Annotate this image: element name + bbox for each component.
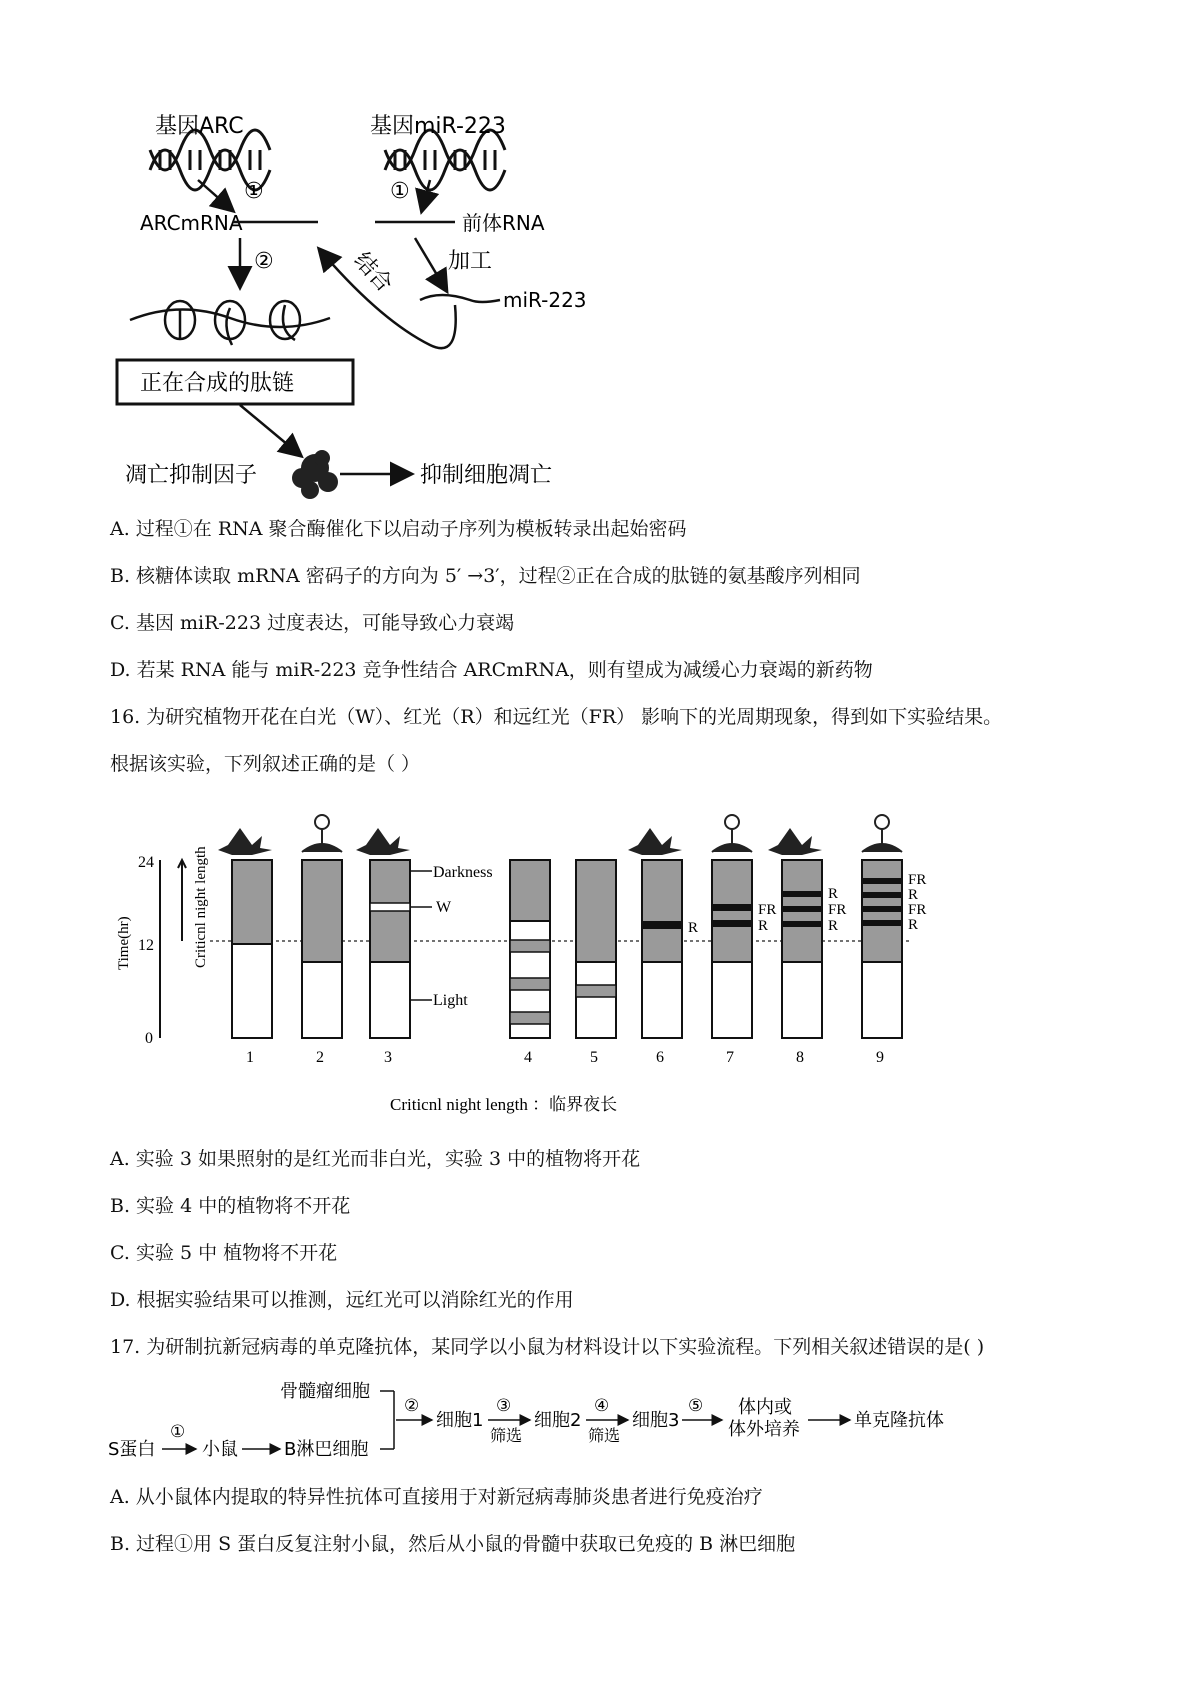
q15-option-a: A. 过程①在 RNA 聚合酶催化下以启动子序列为模板转录出起始密码	[110, 518, 687, 540]
inhibitor-label: 凋亡抑制因子	[125, 463, 258, 488]
column-8	[782, 860, 822, 1038]
q15-option-b: B. 核糖体读取 mRNA 密码子的方向为 5′ →3′，过程②正在合成的肽链的氨基酸序列相同	[110, 565, 861, 587]
b-cell-label: B淋巴细胞	[284, 1439, 369, 1460]
y-axis-label: Time(hr)	[116, 916, 132, 970]
q16-option-c: C. 实验 5 中 植物将不开花	[110, 1242, 338, 1264]
plant-vegetative-icon	[768, 828, 822, 855]
y-tick-12: 12	[138, 937, 154, 954]
protein-blob-icon	[292, 450, 338, 499]
column-number: 5	[590, 1049, 598, 1066]
col9-label-r2: R	[908, 917, 919, 933]
column-number: 7	[726, 1049, 734, 1066]
column-number: 1	[246, 1049, 254, 1066]
column-7	[712, 860, 752, 1038]
q15-option-c: C. 基因 miR-223 过度表达，可能导致心力衰竭	[110, 612, 515, 634]
screen2-label: 筛选	[588, 1426, 621, 1445]
column-5	[576, 860, 616, 1038]
gene-regulation-diagram	[0, 0, 1200, 500]
myeloma-label: 骨髓瘤细胞	[280, 1381, 370, 1402]
column-1	[232, 860, 272, 1038]
q16-option-a: A. 实验 3 如果照射的是红光而非白光，实验 3 中的植物将开花	[110, 1148, 641, 1170]
gene-arc-label: 基因ARC	[155, 114, 244, 139]
circle4-label: ④	[594, 1396, 610, 1416]
plant-vegetative-icon	[218, 828, 272, 855]
y-tick-24: 24	[138, 854, 154, 871]
photoperiod-figure	[0, 800, 1200, 1120]
circle2-label: ②	[404, 1396, 420, 1416]
q16-option-b: B. 实验 4 中的植物将不开花	[110, 1195, 351, 1217]
circle5-label: ⑤	[688, 1396, 704, 1416]
plant-flowering-icon	[712, 815, 752, 852]
q16-option-d: D. 根据实验结果可以推测，远红光可以消除红光的作用	[110, 1289, 574, 1311]
col7-label-r: R	[758, 918, 769, 934]
cell2-label: 细胞2	[534, 1410, 582, 1431]
q17-option-b: B. 过程①用 S 蛋白反复注射小鼠，然后从小鼠的骨髓中获取已免疫的 B 淋巴细胞	[110, 1533, 796, 1555]
cell3-label: 细胞3	[632, 1410, 680, 1431]
circle1-label: ①	[170, 1422, 186, 1442]
q15-option-d: D. 若某 RNA 能与 miR-223 竞争性结合 ARCmRNA，则有望成为减缓心力衰竭的新药物	[110, 659, 873, 681]
column-number: 4	[524, 1049, 532, 1066]
culture-label-2: 体外培养	[728, 1419, 800, 1440]
column-3	[370, 860, 410, 1038]
arc-mrna-label: ARCmRNA	[140, 211, 243, 235]
q16-stem-line1: 16. 为研究植物开花在白光（W）、红光（R）和远红光（FR） 影响下的光周期现象，得到如下实验结果。	[110, 706, 1003, 728]
culture-label-1: 体内或	[738, 1397, 792, 1418]
s-protein-label: S蛋白	[108, 1439, 156, 1460]
precursor-rna-label: 前体RNA	[462, 211, 545, 235]
gene-mir-label: 基因miR-223	[370, 114, 506, 139]
q17-option-a: A. 从小鼠体内提取的特异性抗体可直接用于对新冠病毒肺炎患者进行免疫治疗	[110, 1486, 763, 1508]
column-number: 8	[796, 1049, 804, 1066]
col6-label-r: R	[688, 920, 699, 936]
mir-223-label: miR-223	[503, 288, 587, 312]
step1b-label: ①	[390, 179, 410, 204]
plant-vegetative-icon	[628, 828, 682, 855]
screen1-label: 筛选	[490, 1426, 523, 1445]
plant-flowering-icon	[302, 815, 342, 852]
plant-flowering-icon	[862, 815, 902, 852]
col8-label-r1: R	[828, 886, 839, 902]
process-label: 加工	[448, 249, 493, 274]
q17-stem: 17. 为研制抗新冠病毒的单克隆抗体，某同学以小鼠为材料设计以下实验流程。下列相关叙述错误的是( )	[110, 1336, 985, 1358]
peptide-box-label: 正在合成的肽链	[140, 371, 295, 396]
col9-label-fr2: FR	[908, 902, 927, 918]
critical-length-label: Criticnl night length	[193, 846, 209, 968]
circle3-label: ③	[496, 1396, 512, 1416]
col9-label-fr1: FR	[908, 872, 927, 888]
q16-stem-line2: 根据该实验，下列叙述正确的是（ ）	[110, 753, 421, 775]
w-label: W	[436, 899, 452, 916]
col8-label-fr: FR	[828, 902, 847, 918]
column-number: 6	[656, 1049, 664, 1066]
column-4	[510, 860, 550, 1038]
step1a-label: ①	[244, 179, 264, 204]
mouse-label: 小鼠	[202, 1439, 238, 1460]
light-label: Light	[433, 992, 468, 1009]
y-tick-0: 0	[145, 1030, 153, 1047]
antibody-label: 单克隆抗体	[854, 1410, 944, 1431]
column-9	[862, 860, 902, 1038]
step2-label: ②	[254, 249, 274, 274]
column-number: 9	[876, 1049, 884, 1066]
col9-label-r1: R	[908, 887, 919, 903]
antibody-flowchart	[0, 1375, 1200, 1475]
column-2	[302, 860, 342, 1038]
figure-caption: Criticnl night length ：临界夜长	[390, 1095, 618, 1114]
darkness-label: Darkness	[433, 864, 493, 881]
bind-label: 结合	[348, 247, 397, 298]
ribosomes-icon	[130, 301, 330, 345]
result-label: 抑制细胞凋亡	[420, 463, 553, 488]
column-6	[642, 860, 682, 1038]
column-number: 3	[384, 1049, 392, 1066]
cell1-label: 细胞1	[436, 1410, 484, 1431]
col8-label-r2: R	[828, 918, 839, 934]
column-number: 2	[316, 1049, 324, 1066]
plant-vegetative-icon	[356, 828, 410, 855]
col7-label-fr: FR	[758, 902, 777, 918]
